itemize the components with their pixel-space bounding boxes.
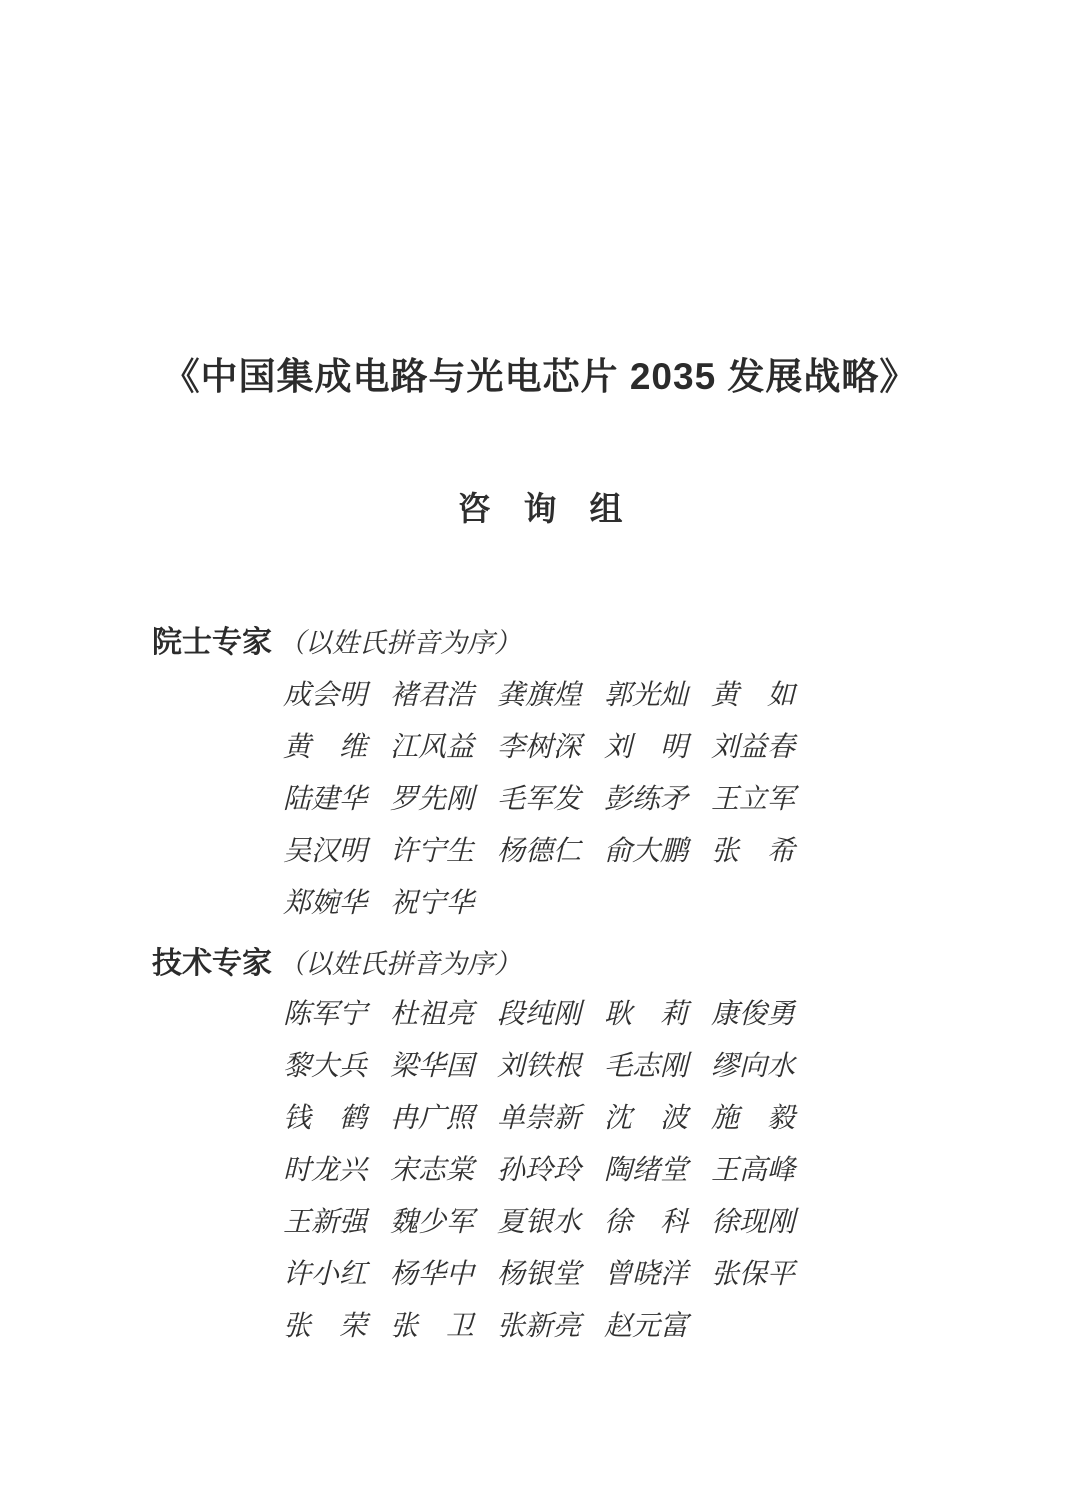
person-name: 徐 科	[604, 1207, 689, 1238]
person-name: 褚君浩	[390, 680, 475, 711]
person-name: 徐现刚	[711, 1207, 796, 1238]
section-label-academicians: 院士专家	[152, 626, 272, 659]
person-name: 冉广照	[390, 1103, 475, 1134]
person-name: 毛志刚	[604, 1051, 689, 1082]
person-name: 王新强	[283, 1207, 368, 1238]
person-name: 张新亮	[497, 1311, 582, 1342]
document-title: 《中国集成电路与光电芯片 2035 发展战略》	[162, 356, 918, 397]
name-row	[283, 722, 818, 774]
section-label-technical: 技术专家	[152, 947, 272, 980]
section-header-academicians	[152, 617, 521, 661]
person-name: 杨华中	[390, 1259, 475, 1290]
person-name: 梁华国	[390, 1051, 475, 1082]
person-name: 杨德仁	[497, 836, 582, 867]
person-name: 郭光灿	[604, 680, 689, 711]
person-name: 许宁生	[390, 836, 475, 867]
person-name: 刘铁根	[497, 1051, 582, 1082]
section-note-academicians: （以姓氏拼音为序）	[278, 628, 521, 658]
person-name: 俞大鹏	[604, 836, 689, 867]
person-name: 杨银堂	[497, 1259, 582, 1290]
name-row	[283, 1041, 818, 1093]
name-row	[283, 1093, 818, 1145]
person-name: 王立军	[711, 784, 796, 815]
person-name: 刘 明	[604, 732, 689, 763]
person-name: 孙玲玲	[497, 1155, 582, 1186]
person-name: 张 卫	[390, 1311, 475, 1342]
person-name: 江风益	[390, 732, 475, 763]
person-name: 黄 如	[711, 680, 796, 711]
person-name: 黎大兵	[283, 1051, 368, 1082]
person-name: 许小红	[283, 1259, 368, 1290]
person-name: 耿 莉	[604, 999, 689, 1030]
technical-name-grid	[283, 989, 818, 1353]
name-row	[283, 1145, 818, 1197]
person-name: 吴汉明	[283, 836, 368, 867]
person-name: 祝宁华	[390, 888, 475, 919]
name-row	[283, 774, 818, 826]
name-row	[283, 1197, 818, 1249]
name-row	[283, 826, 818, 878]
person-name: 夏银水	[497, 1207, 582, 1238]
person-name: 宋志棠	[390, 1155, 475, 1186]
person-name: 陈军宁	[283, 999, 368, 1030]
person-name: 段纯刚	[497, 999, 582, 1030]
name-row	[283, 670, 818, 722]
name-row	[283, 1301, 818, 1353]
person-name: 陆建华	[283, 784, 368, 815]
person-name: 刘益春	[711, 732, 796, 763]
person-name: 时龙兴	[283, 1155, 368, 1186]
person-name: 单崇新	[497, 1103, 582, 1134]
person-name: 成会明	[283, 680, 368, 711]
person-name: 毛军发	[497, 784, 582, 815]
section-header-technical	[152, 938, 521, 982]
person-name: 杜祖亮	[390, 999, 475, 1030]
person-name: 魏少军	[390, 1207, 475, 1238]
person-name: 曾晓洋	[604, 1259, 689, 1290]
person-name: 缪向水	[711, 1051, 796, 1082]
section-note-technical: （以姓氏拼音为序）	[278, 949, 521, 979]
person-name: 张保平	[711, 1259, 796, 1290]
person-name: 郑婉华	[283, 888, 368, 919]
person-name: 沈 波	[604, 1103, 689, 1134]
person-name: 王高峰	[711, 1155, 796, 1186]
person-name: 钱 鹤	[283, 1103, 368, 1134]
person-name: 李树深	[497, 732, 582, 763]
academician-name-grid	[283, 670, 818, 930]
name-row	[283, 1249, 818, 1301]
name-row	[283, 989, 818, 1041]
person-name: 康俊勇	[711, 999, 796, 1030]
person-name: 龚旗煌	[497, 680, 582, 711]
person-name: 黄 维	[283, 732, 368, 763]
person-name: 施 毅	[711, 1103, 796, 1134]
person-name: 张 荣	[283, 1311, 368, 1342]
person-name: 彭练矛	[604, 784, 689, 815]
person-name: 张 希	[711, 836, 796, 867]
group-heading: 咨 询 组	[457, 492, 623, 528]
person-name: 赵元富	[604, 1311, 689, 1342]
person-name: 罗先刚	[390, 784, 475, 815]
name-row	[283, 878, 818, 930]
person-name: 陶绪堂	[604, 1155, 689, 1186]
